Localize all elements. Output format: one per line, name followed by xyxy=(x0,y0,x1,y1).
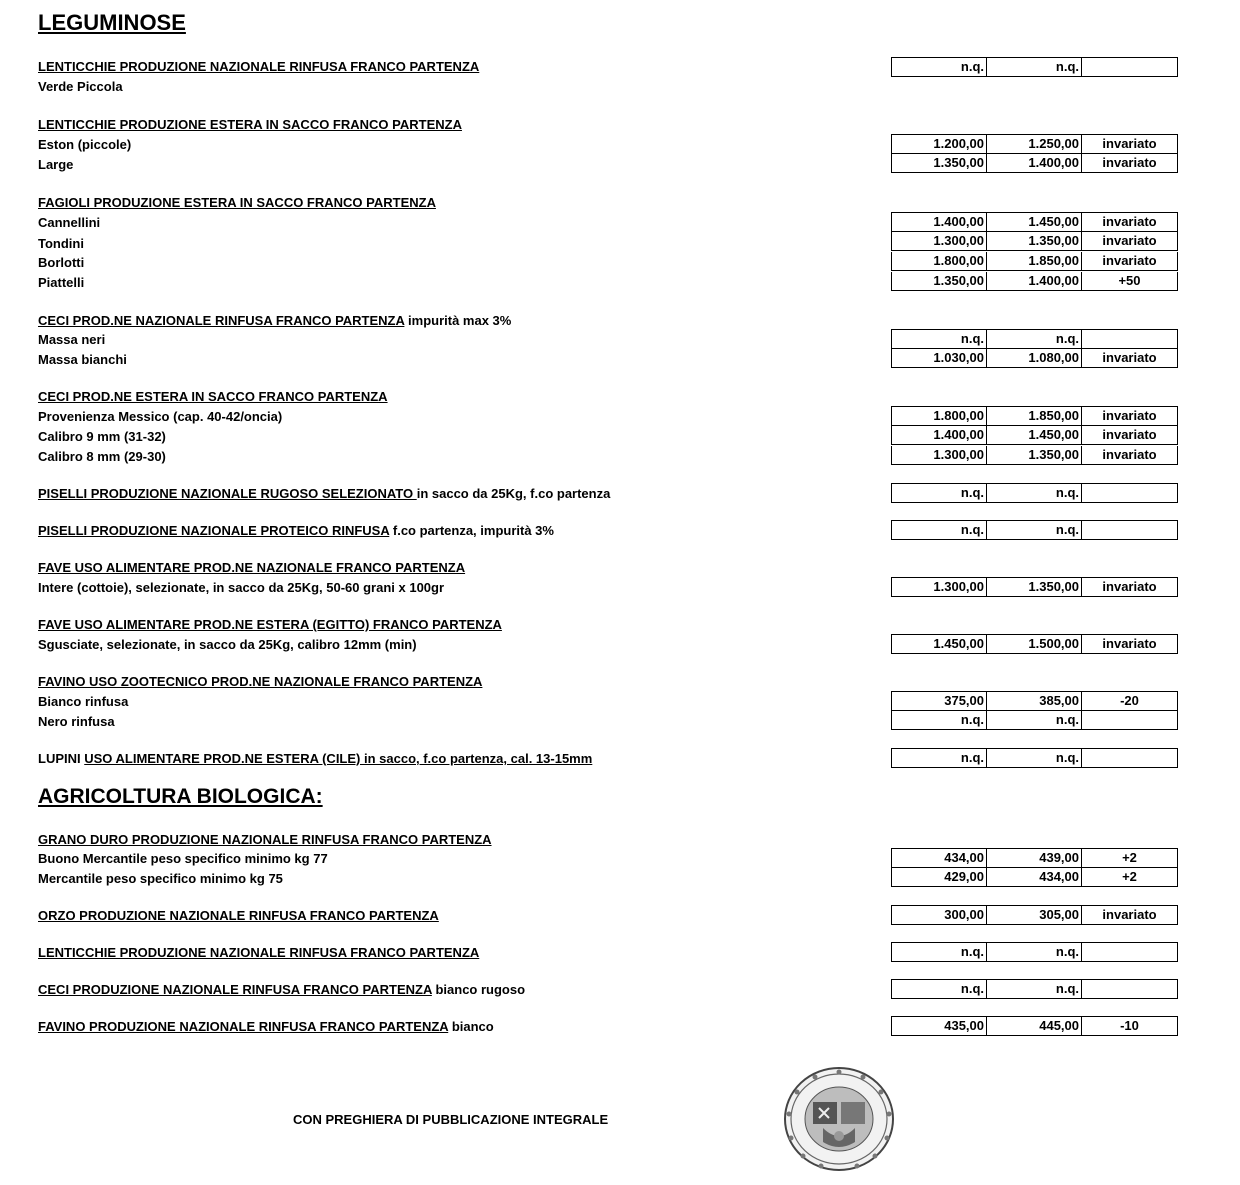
price-max: n.q. xyxy=(987,980,1082,998)
header-ceci-estera xyxy=(38,389,388,404)
price-min: 375,00 xyxy=(892,692,987,710)
header-text: USO ALIMENTARE PROD.NE ESTERA (CILE) in sacco, f.co partenza, cal. 13-15mm xyxy=(84,751,593,766)
label-nero-rinfusa: Nero rinfusa xyxy=(38,714,115,729)
price-change: invariato xyxy=(1102,636,1157,651)
header-note: bianco rugoso xyxy=(431,982,526,997)
header-fagioli xyxy=(38,195,436,210)
price-row xyxy=(891,1016,1178,1036)
price-max: n.q. xyxy=(987,521,1082,539)
price-max: 1.350,00 xyxy=(987,446,1082,464)
price-max: n.q. xyxy=(987,58,1082,76)
price-change: invariato xyxy=(1102,214,1157,229)
header-ceci-bio xyxy=(38,982,525,997)
price-change: invariato xyxy=(1102,136,1157,151)
header-lenticchie-bio xyxy=(38,945,479,960)
header-ceci-naz xyxy=(38,313,511,328)
price-row xyxy=(891,711,1178,730)
price-min: 1.450,00 xyxy=(892,635,987,653)
price-max: 445,00 xyxy=(987,1017,1082,1035)
price-min: n.q. xyxy=(892,711,987,729)
price-change: invariato xyxy=(1102,155,1157,170)
header-note: f.co partenza, impurità 3% xyxy=(389,523,554,538)
price-change: invariato xyxy=(1102,907,1157,922)
price-max: 1.450,00 xyxy=(987,426,1082,444)
price-row xyxy=(891,483,1178,503)
price-row xyxy=(891,691,1178,711)
label-intere: Intere (cottoie), selezionate, in sacco da 25Kg, 50-60 grani x 100gr xyxy=(38,580,445,595)
footer-note: CON PREGHIERA DI PUBBLICAZIONE INTEGRALE xyxy=(293,1112,609,1127)
header-text: FAVE USO ALIMENTARE PROD.NE ESTERA (EGITTO) FRANCO PARTENZA xyxy=(38,617,502,632)
label-eston: Eston (piccole) xyxy=(38,137,132,152)
price-row xyxy=(891,446,1178,465)
price-min: n.q. xyxy=(892,521,987,539)
price-max: n.q. xyxy=(987,749,1082,767)
label-bianco-rinfusa: Bianco rinfusa xyxy=(38,694,129,709)
price-row xyxy=(891,942,1178,962)
price-row xyxy=(891,212,1178,232)
price-row xyxy=(891,426,1178,445)
section-title-leguminose: LEGUMINOSE xyxy=(38,10,186,35)
price-change xyxy=(1082,521,1177,539)
price-max: 434,00 xyxy=(987,868,1082,886)
header-text: CECI PROD.NE ESTERA IN SACCO FRANCO PARTENZA xyxy=(38,389,388,404)
price-max: n.q. xyxy=(987,484,1082,502)
price-change xyxy=(1082,484,1177,502)
header-text: LENTICCHIE PRODUZIONE ESTERA IN SACCO FRANCO PARTENZA xyxy=(38,117,462,132)
header-text: FAGIOLI PRODUZIONE ESTERA IN SACCO FRANCO PARTENZA xyxy=(38,195,436,210)
price-max: n.q. xyxy=(987,943,1082,961)
price-change: +2 xyxy=(1122,869,1137,884)
price-max: 1.350,00 xyxy=(987,578,1082,596)
price-max: n.q. xyxy=(987,330,1082,348)
price-min: 1.300,00 xyxy=(892,446,987,464)
price-change xyxy=(1082,980,1177,998)
label-cannellini: Cannellini xyxy=(38,215,101,230)
price-row xyxy=(891,634,1178,654)
price-max: 1.500,00 xyxy=(987,635,1082,653)
price-row xyxy=(891,406,1178,426)
header-text: FAVE USO ALIMENTARE PROD.NE NAZIONALE FRANCO PARTENZA xyxy=(38,560,466,575)
price-change: +2 xyxy=(1122,850,1137,865)
header-note: impurità max 3% xyxy=(404,313,512,328)
header-text: FAVINO PRODUZIONE NAZIONALE RINFUSA FRANCO PARTENZA xyxy=(38,1019,449,1034)
price-max: 1.400,00 xyxy=(987,154,1082,172)
price-min: 429,00 xyxy=(892,868,987,886)
label-verde-piccola: Verde Piccola xyxy=(38,79,123,94)
price-min: 1.400,00 xyxy=(892,213,987,231)
header-note: LUPINI xyxy=(38,751,85,766)
price-row xyxy=(891,520,1178,540)
label-calibro-9: Calibro 9 mm (31-32) xyxy=(38,429,166,444)
label-messico: Provenienza Messico (cap. 40-42/oncia) xyxy=(38,409,283,424)
price-min: 435,00 xyxy=(892,1017,987,1035)
price-min: n.q. xyxy=(892,330,987,348)
price-row xyxy=(891,272,1178,291)
label-piattelli: Piattelli xyxy=(38,275,85,290)
price-change: invariato xyxy=(1102,447,1157,462)
header-text: ORZO PRODUZIONE NAZIONALE RINFUSA FRANCO PARTENZA xyxy=(38,908,439,923)
label-massa-bianchi: Massa bianchi xyxy=(38,352,127,367)
price-change: invariato xyxy=(1102,579,1157,594)
price-row xyxy=(891,748,1178,768)
price-row xyxy=(891,57,1178,77)
price-change: invariato xyxy=(1102,427,1157,442)
price-max: 305,00 xyxy=(987,906,1082,924)
price-change xyxy=(1082,330,1177,348)
header-text: GRANO DURO PRODUZIONE NAZIONALE RINFUSA FRANCO PARTENZA xyxy=(38,832,492,847)
label-mercantile: Mercantile peso specifico minimo kg 75 xyxy=(38,871,283,886)
price-row xyxy=(891,252,1178,271)
price-change xyxy=(1082,749,1177,767)
price-min: n.q. xyxy=(892,749,987,767)
header-favino-zoo xyxy=(38,674,482,689)
label-borlotti: Borlotti xyxy=(38,255,85,270)
price-row xyxy=(891,979,1178,999)
label-large: Large xyxy=(38,157,74,172)
header-lupini xyxy=(38,751,592,766)
price-max: 439,00 xyxy=(987,849,1082,867)
price-row xyxy=(891,577,1178,597)
price-change: invariato xyxy=(1102,233,1157,248)
price-row xyxy=(891,232,1178,251)
header-lenticchie-estera xyxy=(38,117,462,132)
price-change xyxy=(1082,711,1177,729)
price-min: n.q. xyxy=(892,943,987,961)
price-min: 1.800,00 xyxy=(892,407,987,425)
price-min: 434,00 xyxy=(892,849,987,867)
price-row xyxy=(891,905,1178,925)
header-fave-estera xyxy=(38,617,502,632)
price-change: -20 xyxy=(1120,693,1139,708)
label-tondini: Tondini xyxy=(38,236,84,251)
header-piselli-proteico xyxy=(38,523,554,538)
header-favino-bio xyxy=(38,1019,494,1034)
label-massa-neri: Massa neri xyxy=(38,332,106,347)
header-orzo xyxy=(38,908,439,923)
price-max: 1.250,00 xyxy=(987,135,1082,153)
price-min: 1.350,00 xyxy=(892,272,987,290)
price-row xyxy=(891,329,1178,349)
price-min: 1.400,00 xyxy=(892,426,987,444)
label-sgusciate: Sgusciate, selezionate, in sacco da 25Kg, calibro 12mm (min) xyxy=(38,637,417,652)
header-note: in sacco da 25Kg, f.co partenza xyxy=(416,486,611,501)
price-change xyxy=(1082,58,1177,76)
price-max: 1.450,00 xyxy=(987,213,1082,231)
price-max: n.q. xyxy=(987,711,1082,729)
header-text: LENTICCHIE PRODUZIONE NAZIONALE RINFUSA FRANCO PARTENZA xyxy=(38,945,480,960)
price-change xyxy=(1082,943,1177,961)
header-text: LENTICCHIE PRODUZIONE NAZIONALE RINFUSA FRANCO PARTENZA xyxy=(38,59,480,74)
price-min: 1.200,00 xyxy=(892,135,987,153)
header-text: PISELLI PRODUZIONE NAZIONALE RUGOSO SELEZIONATO xyxy=(38,486,417,501)
price-max: 1.850,00 xyxy=(987,407,1082,425)
price-row xyxy=(891,134,1178,154)
price-min: 1.350,00 xyxy=(892,154,987,172)
price-min: 300,00 xyxy=(892,906,987,924)
price-row xyxy=(891,154,1178,173)
price-max: 1.350,00 xyxy=(987,232,1082,250)
price-change: -10 xyxy=(1120,1018,1139,1033)
header-text: CECI PROD.NE NAZIONALE RINFUSA FRANCO PARTENZA xyxy=(38,313,405,328)
price-change: +50 xyxy=(1118,273,1141,288)
price-min: 1.300,00 xyxy=(892,232,987,250)
price-row xyxy=(891,868,1178,887)
price-min: n.q. xyxy=(892,980,987,998)
price-max: 1.400,00 xyxy=(987,272,1082,290)
header-lenticchie-naz xyxy=(38,59,479,74)
section-title-biologica: AGRICOLTURA BIOLOGICA: xyxy=(38,785,323,808)
header-fave-naz xyxy=(38,560,465,575)
label-calibro-8: Calibro 8 mm (29-30) xyxy=(38,449,166,464)
price-row xyxy=(891,848,1178,868)
label-buono-mercantile: Buono Mercantile peso specifico minimo kg 77 xyxy=(38,851,328,866)
header-piselli-rugoso xyxy=(38,486,610,501)
price-row xyxy=(891,349,1178,368)
price-change: invariato xyxy=(1102,350,1157,365)
price-change: invariato xyxy=(1102,253,1157,268)
official-seal-icon xyxy=(783,1066,895,1172)
price-max: 385,00 xyxy=(987,692,1082,710)
price-min: n.q. xyxy=(892,58,987,76)
header-text: CECI PRODUZIONE NAZIONALE RINFUSA FRANCO PARTENZA xyxy=(38,982,432,997)
header-text: PISELLI PRODUZIONE NAZIONALE PROTEICO RINFUSA xyxy=(38,523,390,538)
price-min: 1.800,00 xyxy=(892,252,987,270)
header-text: FAVINO USO ZOOTECNICO PROD.NE NAZIONALE FRANCO PARTENZA xyxy=(38,674,483,689)
price-min: 1.030,00 xyxy=(892,349,987,367)
header-note: bianco xyxy=(448,1019,494,1034)
price-max: 1.850,00 xyxy=(987,252,1082,270)
price-change: invariato xyxy=(1102,408,1157,423)
price-max: 1.080,00 xyxy=(987,349,1082,367)
price-min: 1.300,00 xyxy=(892,578,987,596)
price-min: n.q. xyxy=(892,484,987,502)
header-grano-duro xyxy=(38,832,492,847)
